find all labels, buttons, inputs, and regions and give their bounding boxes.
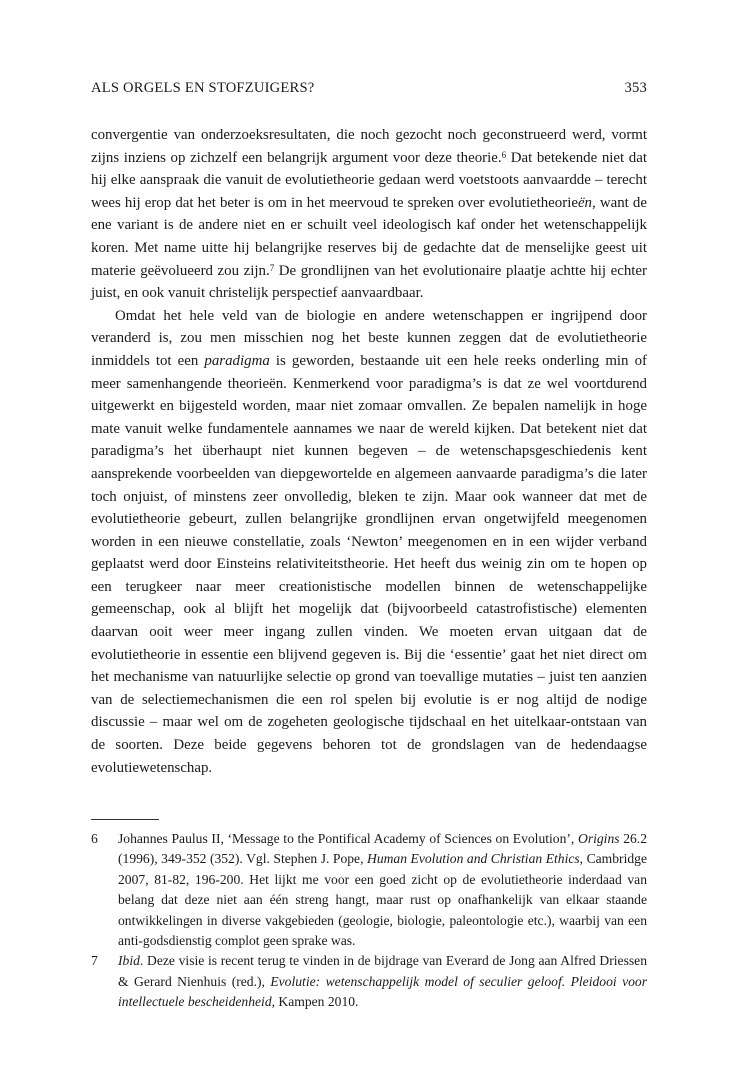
footnote-ref-7[interactable]: 7: [269, 262, 275, 273]
text-run: Omdat het hele veld van de biologie en andere wetenschappen er ingrijpend door veranderd is, zou men misschien nog het beste kunnen zeggen dat de evolutietheorie inmiddels tot een: [91, 307, 647, 369]
footnote-number: 7: [91, 953, 98, 969]
footnote-text: Johannes Paulus II, ‘Message to the Pontifical Academy of Sciences on Evolution’, Origins 26.2 (1996), 349-352 (352). Vgl. Stephen J. Pope, Human Evolution and Christian Ethics, Cambridge 2007, 81-82, 196-200. Het lijkt me voor een goed zicht op de evolutietheorie inderdaad van belang dat deze niet aan één streng hangt, maar rust op onafhankelijk van elkaar staande ontwikkelingen in diverse vakgebieden (geologie, biologie, paleontologie etc.), waarbij van een anti-godsdienstig complot geen sprake was.: [118, 831, 647, 949]
emphasis: ën: [577, 194, 593, 211]
footnote-6: [91, 829, 647, 951]
footnote-separator: [91, 819, 159, 820]
footnote-number: 6: [91, 831, 98, 846]
footnotes: [91, 829, 647, 1013]
footnote-ref-6[interactable]: 6: [501, 149, 507, 160]
main-text: [91, 124, 647, 779]
text-run: , want de ene variant is de andere niet en er schuilt veel ideologisch kaf onder het wetenschappelijk koren. Met name uitte hij belangrijke reserves bij de gedachte dat de menselijke geest uit materie geëvolueerd zou zijn.: [91, 194, 647, 279]
footnote-text: Ibid. Deze visie is recent terug te vinden in de bijdrage van Everard de Jong aan Alfred Driessen & Gerard Nienhuis (red.), Evolutie: wetenschappelijk model of seculier geloof. Pleidooi voor intellectuele bescheidenheid, Kampen 2010.: [118, 953, 647, 1010]
text-run: convergentie van onderzoeksresultaten, die noch gezocht noch geconstrueerd werd, vormt zijns inziens op zichzelf een belangrijk argument voor deze theorie.: [91, 127, 647, 166]
text-run: De grondlijnen van het evolutionaire plaatje achtte hij echter juist, en ook vanuit christelijk perspectief aanvaardbaar.: [91, 262, 648, 302]
paragraph-1: [91, 124, 647, 305]
paragraph-2: [91, 305, 647, 779]
emphasis: paradigma: [204, 352, 270, 369]
running-header: [91, 80, 647, 97]
footnote-7: [91, 951, 647, 1012]
text-run: is geworden, bestaande uit een hele reeks onderling min of meer samenhangende theorieën. Kenmerkend voor paradigma’s is dat ze wel voortdurend uitgewerkt en bijgesteld worden, maar niet zomaar omvallen. Ze bepalen namelijk in hoge mate vanuit welke fundamentele aannames we naar de wereld kijken. Dat betekent niet dat paradigma’s het überhaupt niet kunnen begeven – de wetenschapsgeschiedenis kent aansprekende voorbeelden van diepgewortelde en algemeen aanvaarde paradigma’s die later toch onjuist, of minstens zeer onvolledig, bleken te zijn. Maar ook wanneer dat met de evolutietheorie gebeurt, zullen belangrijke grondlijnen ervan ongetwijfeld meegenomen worden in een nieuwe constellatie, zoals ‘Newton’ meegenomen en in een wijder verband geplaatst werd door Einsteins relativiteitstheorie. Het heeft dus weinig zin om te hopen op een terugkeer naar meer creationistische modellen binnen de wetenschappelijke gemeenschap, ook al blijft het mogelijk dat (bijvoorbeeld catastrofistische) elementen daarvan ooit weer meer ingang zullen vinden. We moeten ervan uitgaan dat de evolutietheorie in essentie een blijvend gegeven is. Bij die ‘essentie’ gaat het niet direct om het mechanisme van natuurlijke selectie op grond van toevallige mutaties – juist ten aanzien van de selectiemechanismen die een rol spelen bij evolutie is er nog altijd de nodige discussie – maar wel om de zogeheten geologische tijdschaal en het uitelkaar-ontstaan van de soorten. Deze beide gegevens behoren tot de grondslagen van de hedendaagse evolutiewetenschap.: [91, 352, 647, 776]
running-title: ALS ORGELS EN STOFZUIGERS?: [91, 80, 315, 96]
text-run: Dat betekende niet dat hij elke aanspraak die vanuit de evolutietheorie gedaan werd voetstoots aanvaardde – terecht wees hij erop dat het beter is om in het meervoud te spreken over evolutietheorie: [91, 149, 647, 211]
page-number: 353: [624, 80, 647, 96]
